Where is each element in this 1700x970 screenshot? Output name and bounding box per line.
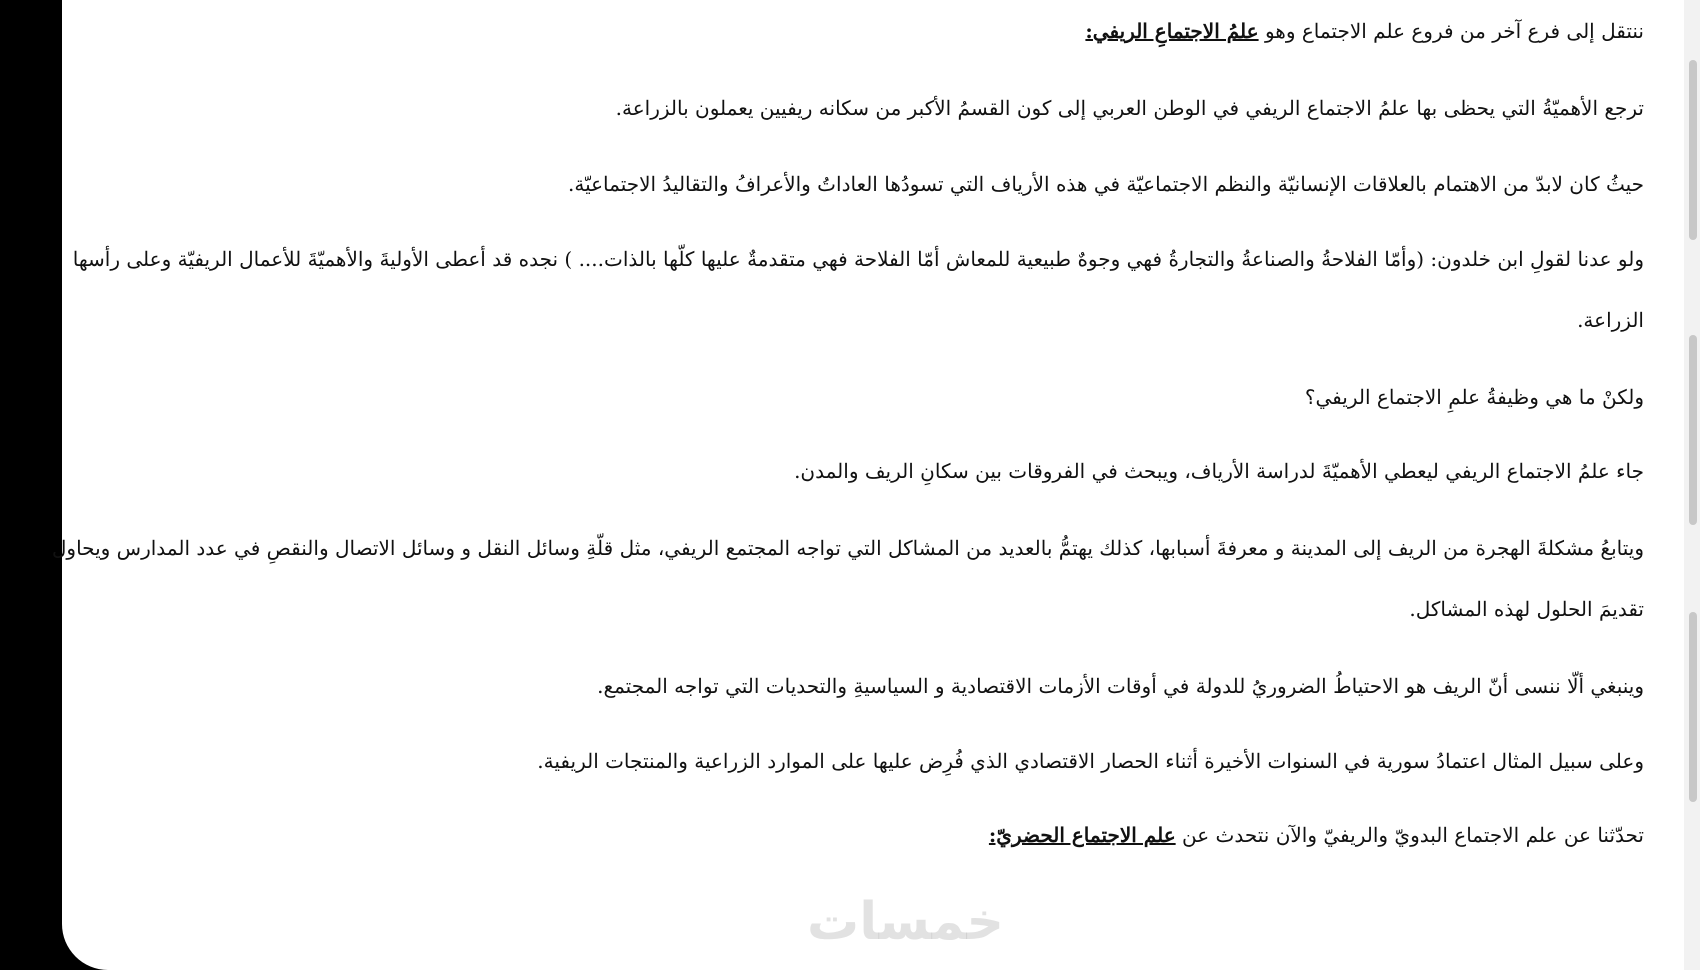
section-heading-urban-sociology: علم الاجتماع الحضريّ: bbox=[988, 823, 1176, 847]
paragraph-migration-line-1 bbox=[51, 533, 1644, 563]
paragraph-syria-example bbox=[537, 746, 1644, 776]
section-heading-rural-sociology: علمُ الاجتماعِ الريفي: bbox=[1085, 19, 1259, 43]
paragraph-line: ولكنْ ما هي وظيفةُ علمِ الاجتماع الريفي؟ bbox=[1304, 385, 1644, 409]
paragraph-rural-sociology-intro bbox=[1085, 16, 1644, 46]
document-page bbox=[51, 0, 1700, 970]
paragraph-line: ترجع الأهميّةُ التي يحظى بها علمُ الاجتماع الريفي في الوطن العربي إلى كون القسمُ الأكبر من سكانه ريفيين يعملون بالزراعة. bbox=[615, 96, 1644, 120]
paragraph-urban-sociology-intro bbox=[989, 820, 1644, 850]
intro-text: ننتقل إلى فرع آخر من فروع علم الاجتماع وهو bbox=[1258, 19, 1644, 43]
paragraph-ibn-khaldun-line-1 bbox=[72, 244, 1644, 274]
paragraph-social-relations bbox=[568, 169, 1644, 199]
paragraph-migration-line-2 bbox=[1409, 594, 1644, 624]
scrollbar-thumb[interactable] bbox=[1689, 60, 1697, 240]
paragraph-line: جاء علمُ الاجتماع الريفي ليعطي الأهميّةَ لدراسة الأرياف، ويبحث في الفروقات بين سكانِ الريف والمدن. bbox=[794, 459, 1644, 483]
paragraph-reserve bbox=[597, 671, 1644, 701]
vertical-scrollbar[interactable] bbox=[1684, 0, 1700, 970]
paragraph-ibn-khaldun-line-2 bbox=[1577, 305, 1644, 335]
paragraph-importance bbox=[616, 93, 1644, 123]
scrollbar-thumb[interactable] bbox=[1689, 335, 1697, 525]
intro-text: تحدّثنا عن علم الاجتماع البدويّ والريفيّ والآن نتحدث عن bbox=[1175, 823, 1644, 847]
watermark-logo: خمسات bbox=[807, 892, 1005, 952]
paragraph-function-question bbox=[1305, 382, 1644, 412]
paragraph-purpose bbox=[794, 456, 1644, 486]
paragraph-line: حيثُ كان لابدّ من الاهتمام بالعلاقات الإنسانيّة والنظم الاجتماعيّة في هذه الأرياف التي تسودُها العاداتُ والأعرافُ والتقاليدُ الاجتماعيّة. bbox=[567, 172, 1644, 196]
paragraph-line: وعلى سبيل المثال اعتمادُ سورية في السنوات الأخيرة أثناء الحصار الاقتصادي الذي فُرِض عليها على الموارد الزراعية والمنتجات الريفية. bbox=[537, 749, 1644, 773]
paragraph-line: ويتابعُ مشكلةَ الهجرة من الريف إلى المدينة و معرفةَ أسبابها، كذلك يهتمُّ بالعديد من المشاكل التي تواجه المجتمع الريفي، مثل قلّةِ وسائل النقل و وسائل الاتصال والنقصِ في عدد المدارس ويحاول bbox=[51, 536, 1644, 560]
paragraph-line: تقديمَ الحلول لهذه المشاكل. bbox=[1409, 597, 1644, 621]
paragraph-line: الزراعة. bbox=[1577, 308, 1644, 332]
paragraph-line: وينبغي ألّا ننسى أنّ الريف هو الاحتياطُ الضروريُ للدولة في أوقات الأزمات الاقتصادية و السياسيةِ والتحديات التي تواجه المجتمع. bbox=[597, 674, 1644, 698]
paragraph-line: ولو عدنا لقولِ ابن خلدون: (وأمّا الفلاحةُ والصناعةُ والتجارةُ فهي وجوهٌ طبيعية للمعاش أمّا الفلاحة فهي متقدمةٌ عليها كلّها بالذات.... ) نجده قد أعطى الأوليةَ والأهميّةَ للأعمال الريفيّة وعلى رأسها bbox=[72, 247, 1644, 271]
scrollbar-thumb[interactable] bbox=[1689, 612, 1697, 802]
